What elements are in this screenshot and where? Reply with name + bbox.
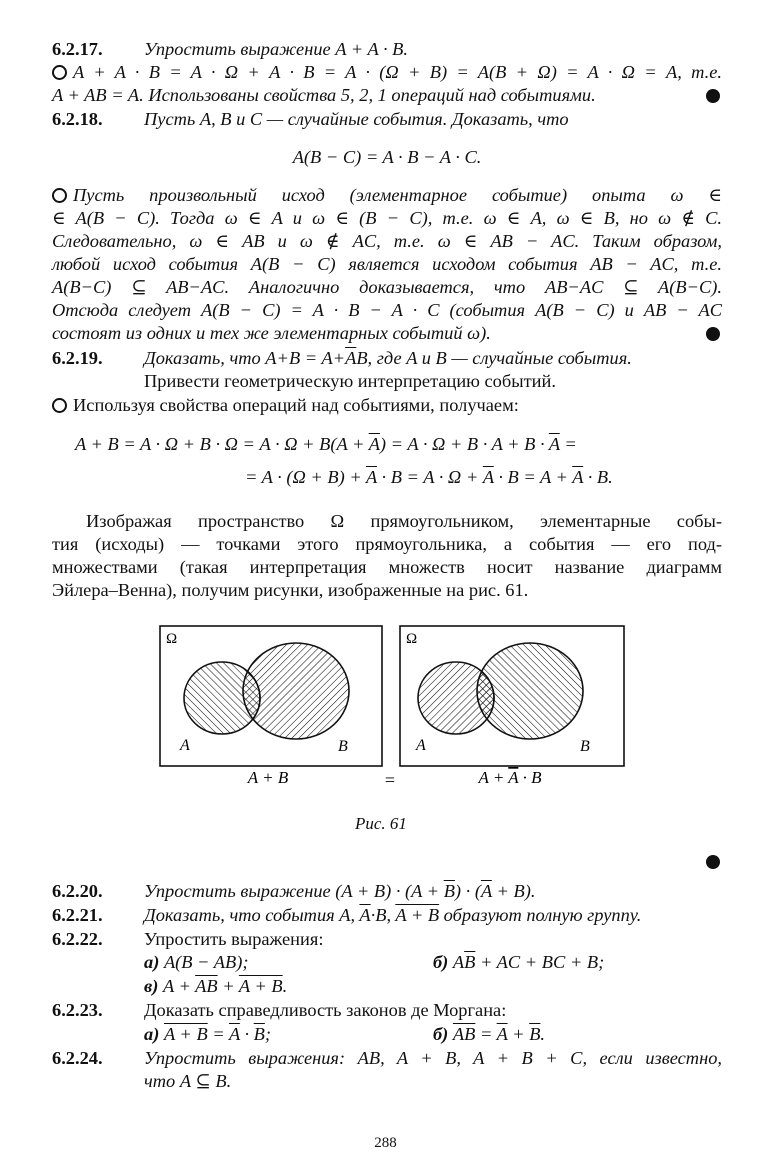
exercise-6-2-20: [52, 880, 722, 902]
proof-end-icon: [706, 327, 720, 341]
sub-text: $\overline{B}$: [529, 1024, 541, 1044]
equation-line-2: [245, 466, 715, 488]
exercise-6-2-22-b: [433, 951, 723, 973]
problem-number: 6.2.17.: [52, 39, 103, 59]
sub-text: $\overline{B}$: [253, 1024, 265, 1044]
label-a-left: A: [180, 737, 190, 754]
exercise-6-2-23: [52, 999, 722, 1021]
proof-line: Отсюда следует A(B − C) = A · B − A · C (события A(B − C) и AB − AC: [52, 300, 722, 320]
problem-text: Доказать, что A+B = A+: [144, 348, 346, 368]
exercise-text: Упростить выражения:: [144, 929, 324, 949]
eq-part: ) = A · Ω + B · A + B ·: [379, 434, 549, 454]
sub-text: ·: [239, 1024, 254, 1044]
eq-part: A + B = A · Ω + B · Ω = A · Ω + B(A +: [75, 434, 369, 454]
eq-part: $\overline{A}$: [572, 467, 584, 487]
proof-text: Пусть произвольный исход (элементарное событие) опыта ω ∈: [73, 185, 722, 205]
sub-text: $\overline{A}$: [496, 1024, 508, 1044]
sub-text: A + B: [163, 1024, 208, 1044]
exercise-6-2-23-b: [433, 1023, 723, 1045]
page-number: 288: [374, 1135, 397, 1151]
exercise-text: ) · (: [454, 881, 481, 901]
proof-line: состоят из одних и тех же элементарных событий ω).: [52, 323, 491, 343]
caption-right: A + A · B: [478, 768, 542, 787]
proof-start-icon: [52, 188, 67, 203]
sub-text: A + B: [238, 976, 283, 996]
problem-text: Пусть A, B и C — случайные события. Доказать, что: [144, 109, 569, 129]
omega-label-right: Ω: [406, 631, 418, 647]
exercise-6-2-22: [52, 928, 722, 950]
sub-text: $\overline{A}$: [228, 1024, 240, 1044]
formula: A(B − C) = A · B − A · C.: [292, 147, 482, 167]
exercise-text: Доказать справедливость законов де Моргана:: [144, 1000, 507, 1020]
problem-text: B, где A и B — случайные события.: [356, 348, 632, 368]
paragraph-line: Эйлера–Венна), получим рисунки, изображенные на рис. 61.: [52, 580, 529, 600]
solution-text: A + A · B = A · Ω + A · B = A · (Ω + B) = A(B + Ω) = A · Ω = A, т.е.: [73, 62, 722, 82]
sub-text: A +: [162, 976, 196, 996]
sub-text: A(B − AB);: [163, 952, 249, 972]
exercise-text: образуют полную группу.: [439, 905, 642, 925]
proof-line: A(B−C) ⊆ AB−AC. Аналогично доказывается, что AB−AC ⊆ A(B−C).: [52, 277, 722, 297]
sub-text: $\overline{B}$: [464, 952, 476, 972]
problem-number: 6.2.18.: [52, 109, 103, 129]
exercise-text: $\overline{A}$: [359, 905, 371, 925]
solution-line: [52, 84, 722, 106]
sub-label: в): [144, 976, 159, 996]
sub-label: б): [433, 952, 449, 972]
equation-line-1: [75, 433, 695, 455]
eq-part: · B = A · Ω +: [376, 467, 483, 487]
exercise-6-2-24-cont: что A ⊆ B.: [144, 1071, 232, 1091]
sub-text: =: [207, 1024, 229, 1044]
problem-number: 6.2.21.: [52, 905, 103, 925]
eq-part: · B = A +: [493, 467, 573, 487]
sub-text: +: [217, 976, 239, 996]
sub-text: +: [507, 1024, 530, 1044]
exercise-text: Доказать, что события A,: [144, 905, 360, 925]
eq-part: $\overline{A}$: [482, 467, 494, 487]
problem-6-2-17-title: [52, 38, 722, 60]
figure-caption: Рис. 61: [355, 814, 407, 833]
problem-number: 6.2.24.: [52, 1048, 103, 1068]
sub-text: ;: [264, 1024, 272, 1044]
sub-text: .: [282, 976, 288, 996]
exercise-6-2-22-a: [144, 951, 444, 973]
sub-label: а): [144, 1024, 160, 1044]
problem-number: 6.2.22.: [52, 929, 103, 949]
proof-line: любой исход события A(B − C) является исходом события AB − AC, т.е.: [52, 254, 722, 274]
venn-diagram-figure: [150, 618, 640, 808]
paragraph-line: тия (исходы) — точками этого прямоугольника, а события — его под-: [52, 534, 722, 554]
sub-text: + AC + BC + B;: [475, 952, 605, 972]
exercise-6-2-24: [52, 1047, 722, 1069]
proof-start-icon: [52, 398, 67, 413]
problem-6-2-19-title: [52, 347, 722, 369]
sub-label: б): [433, 1024, 449, 1044]
problem-6-2-19-title-cont: Привести геометрическую интерпретацию событий.: [144, 371, 556, 391]
problem-number: 6.2.19.: [52, 348, 103, 368]
problem-text: Упростить выражение A + A · B.: [144, 39, 408, 59]
proof-line: Следовательно, ω ∈ AB и ω ∉ AC, т.е. ω ∈ AB − AC. Таким образом,: [52, 231, 722, 251]
paragraph-line: Изображая пространство Ω прямоугольником, элементарные собы-: [86, 511, 722, 531]
omega-label-left: Ω: [166, 631, 178, 647]
problem-number: 6.2.20.: [52, 881, 103, 901]
exercise-text: Упростить выражение (A + B) · (A +: [144, 881, 444, 901]
label-b-left: B: [338, 738, 348, 755]
sub-text: A: [452, 952, 465, 972]
eq-part: = A · (Ω + B) +: [245, 467, 367, 487]
label-b-right: B: [580, 738, 590, 755]
exercise-6-2-21: [52, 904, 722, 926]
solution-text: A + AB = A. Использованы свойства 5, 2, 1 операций над событиями.: [52, 85, 596, 105]
proof-end-icon: [706, 855, 720, 869]
eq-part: · B.: [583, 467, 613, 487]
exercise-6-2-23-a: [144, 1023, 444, 1045]
proof-start-icon: [52, 65, 67, 80]
exercise-6-2-22-c: [144, 975, 444, 997]
label-a-right: A: [416, 737, 426, 754]
sub-label: а): [144, 952, 160, 972]
sub-text: =: [475, 1024, 497, 1044]
sub-text: $\overline{AB}$: [195, 976, 218, 996]
exercise-text: $\overline{B}$: [443, 881, 455, 901]
eq-part: $\overline{A}$: [368, 434, 380, 454]
exercise-text: Упростить выражения: AB, A + B, A + B + C, если известно,: [144, 1048, 722, 1068]
exercise-text: + B).: [491, 881, 536, 901]
eq-part: =: [559, 434, 577, 454]
complement-symbol: $\overline{A}$: [345, 348, 357, 368]
problem-number: 6.2.23.: [52, 1000, 103, 1020]
proof-end-icon: [706, 89, 720, 103]
sub-text: $\overline{AB}$: [452, 1024, 476, 1044]
paragraph-line: множествами (такая интерпретация множеств носит название диаграмм: [52, 557, 722, 577]
problem-6-2-18-title: [52, 108, 722, 130]
eq-part: $\overline{A}$: [366, 467, 377, 487]
sub-text: .: [540, 1024, 546, 1044]
exercise-text: $\overline{A}$: [480, 881, 492, 901]
solution-line: [52, 61, 722, 83]
caption-equals: =: [384, 770, 396, 790]
intro-line: [52, 394, 722, 416]
proof-line: [52, 184, 722, 206]
exercise-text: ·B,: [370, 905, 396, 925]
intro-text: Используя свойства операций над событиями, получаем:: [73, 395, 519, 415]
caption-left: A + B: [247, 768, 289, 787]
exercise-text: A + B: [395, 905, 440, 925]
proof-line: ∈ A(B − C). Тогда ω ∈ A и ω ∈ (B − C), т.е. ω ∈ A, ω ∈ B, но ω ∉ C.: [52, 208, 722, 228]
eq-part: $\overline{A}$: [548, 434, 560, 454]
